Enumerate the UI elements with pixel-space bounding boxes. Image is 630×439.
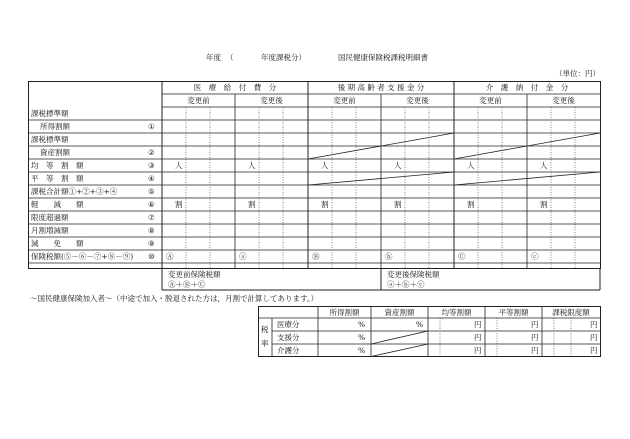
rate-header-asset: 資産割額: [384, 308, 415, 317]
result-mark-c: ⓒ: [531, 252, 539, 261]
row-label-income-levy: 所得割額: [40, 122, 70, 131]
result-mark-b: ⓑ: [385, 252, 393, 261]
rate-unit: %: [358, 346, 366, 355]
rate-unit: 円: [590, 346, 598, 355]
rate-header-income: 所得割額: [329, 308, 360, 317]
rate-unit: 円: [590, 333, 598, 342]
section-care-title: 介 護 納 付 金 分: [485, 83, 569, 92]
unit-label: （単位：円）: [555, 69, 600, 78]
row-label-monthly-adjust: 月割増減額: [31, 226, 69, 235]
rate-unit: 円: [474, 320, 482, 329]
row-label-taxable-base-asset: 課税標準額: [31, 135, 69, 144]
row-label-asset-levy: 資産割額: [40, 148, 70, 157]
row-num-6: ⑥: [148, 200, 155, 209]
row-label-per-capita: 均 等 割 額: [31, 161, 84, 170]
result-mark-A: Ⓐ: [166, 252, 174, 261]
medical-before-header: 変更前: [187, 96, 210, 105]
person-mark: 人: [175, 161, 183, 170]
care-after-header: 変更後: [552, 96, 575, 105]
row-label-flat-rate: 平 等 割 額: [31, 174, 84, 183]
rate-unit: 円: [531, 320, 539, 329]
split-mark: 割: [175, 200, 183, 209]
row-num-8: ⑧: [148, 226, 155, 235]
rate-unit: 円: [590, 320, 598, 329]
rate-unit: %: [416, 320, 424, 329]
page-title: 国民健康保険税課税明細書: [338, 53, 428, 62]
split-mark: 割: [540, 200, 548, 209]
rate-side-label: 税 率: [261, 325, 276, 348]
rate-header-per-capita: 均等割額: [441, 308, 472, 317]
person-mark: 人: [248, 161, 256, 170]
row-label-taxable-total: 課税合計額①+②+③+④: [31, 187, 118, 196]
rate-header-flat: 平等割額: [498, 308, 529, 317]
result-mark-B: Ⓑ: [312, 252, 320, 261]
row-label-limit-excess: 限度超過額: [31, 213, 69, 222]
before-total-label: 変更前保険税額: [168, 270, 221, 279]
row-num-5: ⑤: [148, 187, 155, 196]
rate-row-label-support: 支援分: [277, 333, 300, 342]
person-mark: 人: [540, 161, 548, 170]
row-num-3: ③: [148, 161, 155, 170]
before-total-formula: Ⓐ＋Ⓑ＋Ⓒ: [168, 280, 206, 289]
support-before-header: 変更前: [333, 96, 356, 105]
person-mark: 人: [467, 161, 475, 170]
rate-row-label-care: 介護分: [277, 346, 300, 355]
row-num-1: ①: [148, 122, 155, 131]
split-mark: 割: [467, 200, 475, 209]
row-num-7: ⑦: [148, 213, 155, 222]
row-label-exemption: 減 免 額: [31, 239, 84, 248]
rate-unit: 円: [531, 333, 539, 342]
care-before-header: 変更前: [479, 96, 502, 105]
person-mark: 人: [321, 161, 329, 170]
rate-unit: %: [358, 320, 366, 329]
title-paren: （: [226, 53, 234, 62]
rate-unit: 円: [531, 346, 539, 355]
title-tax-year: 年度課税分）: [261, 53, 306, 62]
rate-unit: 円: [474, 346, 482, 355]
person-mark: 人: [394, 161, 402, 170]
split-mark: 割: [394, 200, 402, 209]
rate-unit: 円: [474, 333, 482, 342]
row-label-taxable-base-income: 課税標準額: [31, 109, 69, 118]
section-medical-title: 医 療 給 付 費 分: [193, 83, 277, 92]
rate-unit: %: [358, 333, 366, 342]
split-mark: 割: [248, 200, 256, 209]
support-after-header: 変更後: [406, 96, 429, 105]
row-num-9: ⑨: [148, 239, 155, 248]
title-nendo: 年度: [206, 53, 221, 62]
after-total-formula: ⓐ＋ⓑ＋ⓒ: [387, 280, 425, 289]
split-mark: 割: [321, 200, 329, 209]
rate-header-limit: 課税限度額: [552, 308, 590, 317]
result-mark-a: ⓐ: [239, 252, 247, 261]
medical-after-header: 変更後: [260, 96, 283, 105]
rate-row-label-medical: 医療分: [277, 320, 300, 329]
row-num-4: ④: [148, 174, 155, 183]
row-num-2: ②: [148, 148, 155, 157]
row-label-reduction: 軽 減 額: [31, 200, 84, 209]
after-total-label: 変更後保険税額: [387, 270, 440, 279]
enrollee-note: ～国民健康保険加入者～（中途で加入・脱退された方は，月割で計算してあります。）: [30, 294, 319, 303]
result-mark-C: Ⓒ: [458, 252, 466, 261]
section-support-title: 後 期 高 齢 者 支 援 金 分: [337, 83, 425, 92]
row-label-tax-amount: 保険税額(⑤－⑥－⑦+⑧－⑨): [31, 252, 134, 261]
row-num-10: ⑩: [148, 252, 155, 261]
